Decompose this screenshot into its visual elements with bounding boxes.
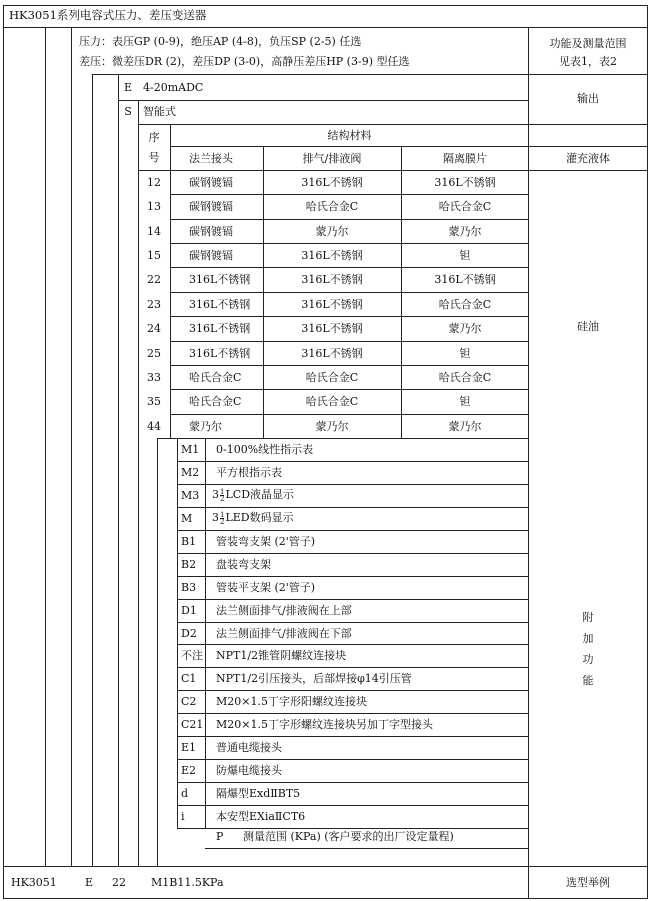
row-code: 13 (147, 200, 161, 213)
example-output: E (85, 876, 94, 889)
col-header-valve: 排气/排液阀 (302, 152, 362, 165)
valve-material: 蒙乃尔 (315, 420, 349, 433)
material-row-line (170, 292, 529, 293)
example-model: HK3051 (11, 876, 57, 889)
fraction-numerator: 1 (220, 510, 225, 519)
valve-material: 316L不锈钢 (301, 273, 363, 286)
option-desc: 隔爆型ExdⅡBT5 (216, 787, 301, 800)
option-desc-with-fraction (212, 487, 294, 503)
diaphragm-material: 钽 (459, 347, 471, 360)
valve-material: 316L不锈钢 (301, 249, 363, 262)
material-row-line (170, 243, 529, 244)
output-code-s: S (124, 105, 132, 118)
flange-material: 蒙乃尔 (189, 420, 222, 433)
option-desc: 0-100%线性指示表 (216, 443, 314, 456)
material-row-line (170, 316, 529, 317)
option-code: E2 (181, 764, 197, 777)
flange-material: 316L不锈钢 (189, 273, 251, 286)
option-row-line (177, 461, 529, 462)
addon-label-1: 附 (582, 611, 594, 624)
option-desc: 管装平支架 (2'管子) (216, 581, 316, 594)
option-desc: 管装弯支架 (2'管子) (216, 535, 316, 548)
row-code: 12 (147, 176, 161, 189)
option-code: d (181, 787, 189, 800)
range-label: 功能及测量范围 (549, 37, 627, 50)
row-code: 25 (147, 347, 161, 360)
valve-material: 316L不锈钢 (301, 347, 363, 360)
option-row-line (177, 805, 529, 806)
flange-material: 316L不锈钢 (189, 298, 251, 311)
example-label: 选型举例 (566, 876, 610, 889)
diaphragm-material: 钽 (459, 249, 471, 262)
option-row-line (177, 736, 529, 737)
silicone-oil-label: 硅油 (577, 320, 599, 333)
option-code: i (181, 810, 185, 823)
flange-material: 碳钢镀镉 (189, 176, 233, 189)
option-code: D2 (181, 627, 197, 640)
diaphragm-material: 蒙乃尔 (448, 420, 482, 433)
option-row-line (177, 644, 529, 645)
page-title: HK3051系列电容式压力、差压变送器 (9, 8, 207, 22)
range-note-desc: 测量范围 (KPa) (客户要求的出厂设定量程) (243, 830, 454, 843)
diaphragm-material: 316L不锈钢 (434, 273, 496, 286)
material-row-line (170, 414, 529, 415)
output-desc-e: 4-20mADC (143, 81, 204, 94)
option-desc: M20×1.5丁字形螺纹连接块另加丁字型接头 (216, 718, 433, 731)
option-code: B1 (181, 535, 197, 548)
fraction-whole: 3 (212, 511, 219, 524)
valve-material: 316L不锈钢 (301, 298, 363, 311)
option-code: B3 (181, 581, 197, 594)
diaphragm-material: 钽 (459, 395, 471, 408)
option-row-line (177, 667, 529, 668)
option-code: M1 (181, 443, 200, 456)
valve-material: 316L不锈钢 (301, 176, 363, 189)
row-code: 24 (147, 322, 161, 335)
range-table-ref: 见表1，表2 (559, 55, 617, 68)
option-code: D1 (181, 604, 197, 617)
col-header-diaphragm: 隔离膜片 (443, 152, 487, 165)
valve-material: 蒙乃尔 (315, 225, 349, 238)
diaphragm-material: 哈氏合金C (438, 298, 492, 311)
valve-material: 316L不锈钢 (301, 322, 363, 335)
diaphragm-material: 蒙乃尔 (448, 322, 482, 335)
option-code: 不注 (181, 649, 203, 662)
option-desc: NPT1/2锥管阴螺纹连接块 (216, 649, 347, 662)
diaphragm-material: 蒙乃尔 (448, 225, 482, 238)
range-note-code: P (216, 830, 224, 843)
addon-label-3: 功 (582, 653, 594, 666)
valve-material: 哈氏合金C (305, 200, 359, 213)
option-code: M3 (181, 489, 200, 502)
diaphragm-material: 316L不锈钢 (434, 176, 496, 189)
flange-material: 哈氏合金C (189, 395, 242, 408)
diaphragm-material: 哈氏合金C (438, 200, 492, 213)
option-desc: 法兰侧面排气/排液阀在上部 (216, 604, 352, 617)
materials-group-header: 结构材料 (327, 129, 372, 142)
option-row-line (177, 576, 529, 577)
option-row-line (177, 622, 529, 623)
option-desc: M20×1.5丁字形阳螺纹连接块 (216, 695, 367, 708)
option-code: M2 (181, 466, 200, 479)
option-row-line (177, 553, 529, 554)
row-code: 33 (147, 371, 161, 384)
option-desc: 本安型EXiaⅡCT6 (216, 810, 306, 823)
material-row-line (170, 219, 529, 220)
option-row-line (177, 530, 529, 531)
option-desc: 盘装弯支架 (216, 558, 271, 571)
option-row-line (177, 690, 529, 691)
option-row-line (177, 828, 529, 829)
flange-material: 碳钢镀镉 (189, 225, 233, 238)
row-code: 14 (147, 225, 161, 238)
seq-header-2: 号 (148, 151, 160, 164)
option-code: M (181, 512, 193, 525)
valve-material: 哈氏合金C (305, 395, 359, 408)
option-desc: LCD液晶显示 (225, 488, 295, 501)
option-desc: 防爆电缆接头 (216, 764, 282, 777)
pressure-line: 压力：表压GP (0-9)，绝压AP (4-8)，负压SP (2-5) 任选 (79, 35, 362, 48)
row-code: 44 (147, 420, 161, 433)
addon-label-2: 加 (582, 632, 594, 645)
fraction-denominator: 2 (220, 517, 225, 526)
option-code: C21 (181, 718, 204, 731)
valve-material: 哈氏合金C (305, 371, 359, 384)
option-row-line (177, 782, 529, 783)
row-code: 23 (147, 298, 161, 311)
option-code: B2 (181, 558, 197, 571)
output-label: 输出 (577, 92, 599, 105)
option-row-line (177, 759, 529, 760)
option-desc: LED数码显示 (225, 511, 294, 524)
output-desc-s: 智能式 (143, 105, 176, 118)
option-code: C1 (181, 672, 197, 685)
option-code: C2 (181, 695, 197, 708)
option-row-line (177, 599, 529, 600)
option-desc: 平方根指示表 (216, 466, 282, 479)
flange-material: 碳钢镀镉 (189, 200, 233, 213)
flange-material: 316L不锈钢 (189, 347, 251, 360)
flange-material: 碳钢镀镉 (189, 249, 233, 262)
option-code: E1 (181, 741, 197, 754)
option-desc: NPT1/2引压接头，后部焊接φ14引压管 (216, 672, 412, 685)
fraction-numerator: 1 (220, 487, 225, 496)
option-row-line (177, 713, 529, 714)
diff-pressure-line: 差压：微差压DR (2)，差压DP (3-0)，高静压差压HP (3-9) 型任选 (79, 55, 410, 68)
row-code: 15 (147, 249, 161, 262)
fraction (220, 512, 224, 525)
option-row-line (177, 507, 529, 508)
diaphragm-material: 哈氏合金C (438, 371, 492, 384)
materials-bottom-line (157, 438, 529, 439)
option-desc-with-fraction (212, 510, 294, 526)
material-row-line (170, 365, 529, 366)
col-header-flange: 法兰接头 (189, 152, 233, 165)
fraction-denominator: 2 (220, 494, 225, 503)
seq-header-1: 序 (148, 131, 160, 144)
addon-label-4: 能 (582, 674, 594, 687)
material-row-line (170, 194, 529, 195)
row-code: 22 (147, 273, 161, 286)
fraction (220, 489, 224, 502)
output-code-e: E (123, 81, 133, 94)
flange-material: 316L不锈钢 (189, 322, 251, 335)
row-code: 35 (147, 395, 161, 408)
option-row-line (177, 484, 529, 485)
fill-liquid-label: 灌充液体 (566, 152, 610, 165)
example-material: 22 (112, 876, 126, 889)
example-options: M1B11.5KPa (151, 876, 224, 889)
flange-material: 哈氏合金C (189, 371, 242, 384)
fraction-whole: 3 (212, 488, 219, 501)
option-desc: 法兰侧面排气/排液阀在下部 (216, 627, 352, 640)
material-row-line (170, 267, 529, 268)
option-desc: 普通电缆接头 (216, 741, 282, 754)
material-row-line (170, 389, 529, 390)
material-row-line (170, 341, 529, 342)
